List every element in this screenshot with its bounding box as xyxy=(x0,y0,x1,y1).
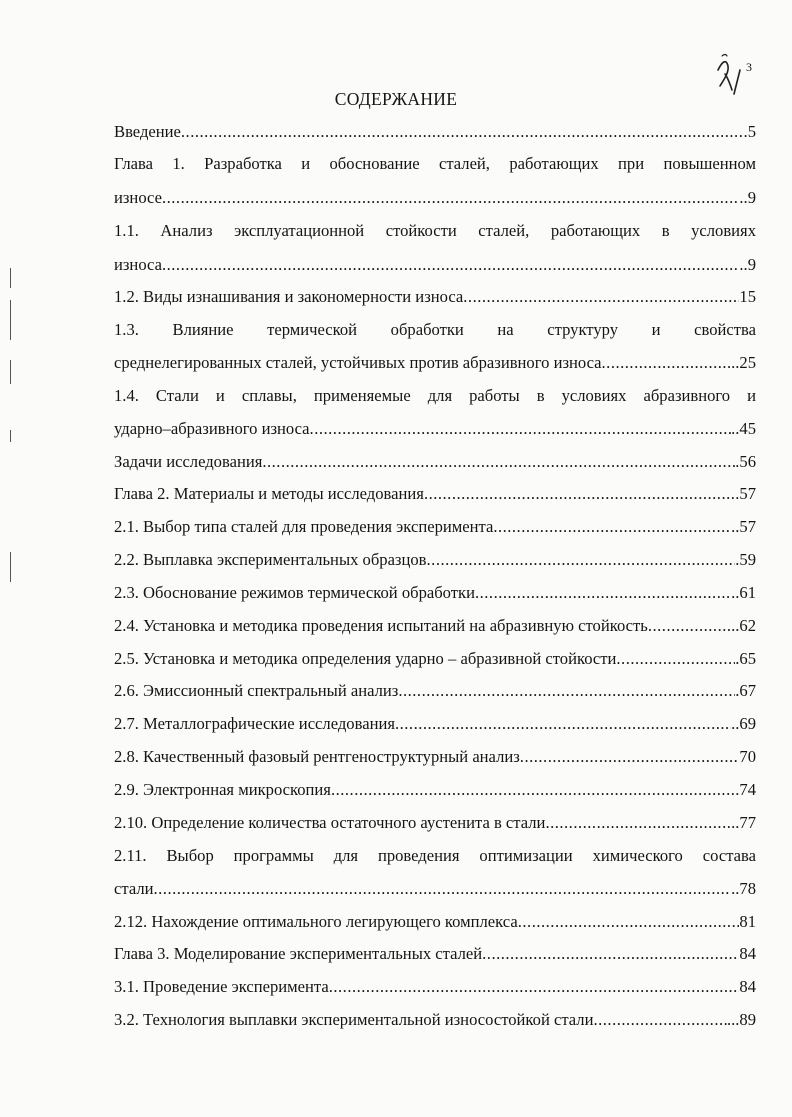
toc-leader-dots xyxy=(593,1008,726,1032)
toc-leader-dots xyxy=(520,745,740,769)
toc-leader-dots xyxy=(475,581,731,605)
toc-leader-dots xyxy=(424,482,735,506)
toc-entry xyxy=(114,581,756,605)
toc-entry-title: Глава 3. Моделирование экспериментальных сталей xyxy=(114,944,483,963)
toc-entry-page: .56 xyxy=(735,452,756,471)
toc-entry-title: 2.2. Выплавка экспериментальных образцов xyxy=(114,550,427,569)
toc-leader-dots xyxy=(482,942,739,966)
toc-entry-title: среднелегированных сталей, устойчивых против абразивного износа xyxy=(114,353,602,372)
toc-entry-title: 2.1. Выбор типа сталей для проведения эксперимента xyxy=(114,517,494,536)
toc-entry xyxy=(114,186,756,210)
toc-entry-page: .67 xyxy=(735,681,756,700)
toc-entry xyxy=(114,877,756,901)
toc-entry-page: ..69 xyxy=(731,714,756,733)
toc-leader-dots xyxy=(427,548,736,572)
toc-entry xyxy=(114,844,756,868)
toc-leader-dots xyxy=(518,910,740,934)
toc-leader-dots xyxy=(395,712,731,736)
toc-entry-title: 2.11. Выбор программы для проведения оптимизации химического состава xyxy=(114,846,756,865)
toc-entry xyxy=(114,253,756,277)
toc-entry xyxy=(114,811,756,835)
toc-entry-title: стали xyxy=(114,879,154,898)
toc-entry-title: 2.10. Определение количества остаточного аустенита в стали xyxy=(114,813,546,832)
toc-entry xyxy=(114,351,756,375)
toc-leader-dots xyxy=(602,351,732,375)
binding-mark xyxy=(10,552,11,582)
toc-entry xyxy=(114,285,756,309)
toc-entry-title: Глава 2. Материалы и методы исследования xyxy=(114,484,424,503)
toc-entry xyxy=(114,778,756,802)
toc-entry xyxy=(114,975,756,999)
toc-entry-page: ..61 xyxy=(731,583,756,602)
toc-leader-dots xyxy=(162,186,739,210)
toc-entry-page: ..9 xyxy=(739,255,756,274)
toc-leader-dots xyxy=(329,975,740,999)
toc-entry-title: 2.3. Обоснование режимов термической обработки xyxy=(114,583,475,602)
toc-entry-title: 1.1. Анализ эксплуатационной стойкости сталей, работающих в условиях xyxy=(114,221,756,240)
toc-entry xyxy=(114,384,756,408)
toc-entry-page: ..25 xyxy=(731,353,756,372)
toc-leader-dots xyxy=(162,253,739,277)
toc-entry-page: ..9 xyxy=(739,188,756,207)
toc-entry-title: 3.1. Проведение эксперимента xyxy=(114,977,329,996)
toc-entry-page: 70 xyxy=(739,747,756,766)
toc-entry-title: 2.7. Металлографические исследования xyxy=(114,714,395,733)
toc-entry xyxy=(114,515,756,539)
toc-entry-title: 2.9. Электронная микроскопия xyxy=(114,780,331,799)
toc-entry-title: 1.4. Стали и сплавы, применяемые для работы в условиях абразивного и xyxy=(114,386,756,405)
toc-entry-page: ..57 xyxy=(731,517,756,536)
page-number: 3 xyxy=(746,60,752,74)
toc-entry xyxy=(114,679,756,703)
toc-entry-title: Введение xyxy=(114,122,181,141)
toc-entry-page: 81 xyxy=(739,912,756,931)
binding-mark xyxy=(10,268,11,288)
toc-entry-page: ...89 xyxy=(726,1010,756,1029)
toc-entry xyxy=(114,712,756,736)
toc-leader-dots xyxy=(545,811,731,835)
binding-mark xyxy=(10,430,11,442)
toc-leader-dots xyxy=(398,679,735,703)
toc-entry-page: ..78 xyxy=(731,879,756,898)
toc-entry-page: 15 xyxy=(739,287,756,306)
toc-leader-dots xyxy=(648,614,731,638)
toc-entry-title: 2.8. Качественный фазовый рентгеноструктурный анализ xyxy=(114,747,520,766)
toc-entry-title: Задачи исследования xyxy=(114,452,263,471)
toc-entry-title: износа xyxy=(114,255,162,274)
toc-leader-dots xyxy=(181,120,744,144)
toc-entry-page: .5 xyxy=(743,122,756,141)
toc-entry-page: .57 xyxy=(735,484,756,503)
toc-entry-title: 2.6. Эмиссионный спектральный анализ xyxy=(114,681,399,700)
toc-entry-title: 2.12. Нахождение оптимального легирующего комплекса xyxy=(114,912,518,931)
toc-entry-page: .59 xyxy=(735,550,756,569)
toc-entry xyxy=(114,152,756,176)
toc-entry-title: Глава 1. Разработка и обоснование сталей, работающих при повышенном xyxy=(114,154,756,173)
toc-leader-dots xyxy=(463,285,739,309)
binding-mark xyxy=(10,360,11,384)
toc-leader-dots xyxy=(262,450,735,474)
toc-entry-title: 2.4. Установка и методика проведения испытаний на абразивную стойкость xyxy=(114,616,648,635)
toc-entry-page: .65 xyxy=(735,649,756,668)
toc-entry xyxy=(114,745,756,769)
toc-leader-dots xyxy=(331,778,735,802)
toc-entry-page: ..45 xyxy=(731,419,756,438)
toc-entry xyxy=(114,482,756,506)
toc-leader-dots xyxy=(493,515,731,539)
toc-entry xyxy=(114,942,756,966)
toc-entry xyxy=(114,614,756,638)
toc-entry xyxy=(114,647,756,671)
toc-entry-page: 84 xyxy=(739,977,756,996)
page-title: СОДЕРЖАНИЕ xyxy=(334,89,458,109)
toc-entry-page: ..77 xyxy=(731,813,756,832)
toc-leader-dots xyxy=(310,417,732,441)
toc-entry-title: 1.3. Влияние термической обработки на структуру и свойства xyxy=(114,320,756,339)
toc-entry xyxy=(114,120,756,144)
toc-entry-title: 2.5. Установка и методика определения ударно – абразивной стойкости xyxy=(114,649,617,668)
toc-entry xyxy=(114,450,756,474)
binding-mark xyxy=(10,300,11,340)
toc-entry-title: 1.2. Виды изнашивания и закономерности износа xyxy=(114,287,464,306)
toc-leader-dots xyxy=(616,647,735,671)
toc-entry-page: .74 xyxy=(735,780,756,799)
toc-leader-dots xyxy=(154,877,732,901)
toc-entry xyxy=(114,548,756,572)
toc-entry xyxy=(114,1008,756,1032)
toc-entry-title: 3.2. Технология выплавки экспериментальной износостойкой стали xyxy=(114,1010,594,1029)
toc-entry xyxy=(114,417,756,441)
toc-entry xyxy=(114,318,756,342)
toc-entry-title: ударно–абразивного износа xyxy=(114,419,310,438)
toc-entry xyxy=(114,219,756,243)
toc-entry-title: износе xyxy=(114,188,162,207)
toc-entry-page: 84 xyxy=(739,944,756,963)
toc-entry xyxy=(114,910,756,934)
toc-entry-page: ..62 xyxy=(731,616,756,635)
